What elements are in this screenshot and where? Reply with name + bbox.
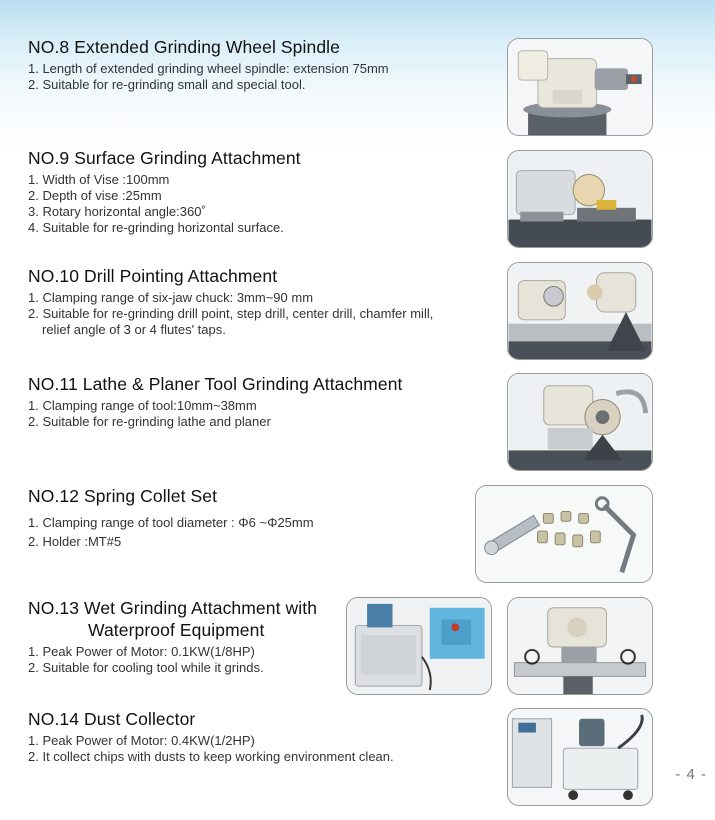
spec-list xyxy=(28,61,389,93)
section-title-line2: Waterproof Equipment xyxy=(88,620,265,640)
section-no11 xyxy=(28,373,403,430)
spec-item: 2. It collect chips with dusts to keep working environment clean. xyxy=(28,749,394,764)
section-no13 xyxy=(28,597,317,676)
extended-spindle-photo xyxy=(507,38,653,136)
spec-item-continued: relief angle of 3 or 4 flutes' taps. xyxy=(42,322,226,337)
spec-item: 1. Peak Power of Motor: 0.4KW(1/2HP) xyxy=(28,733,255,748)
dust-collector-photo xyxy=(507,708,653,806)
spec-item: 2. Holder :MT#5 xyxy=(28,534,122,549)
spec-item: 1. Width of Vise :100mm xyxy=(28,172,170,187)
page-number: - 4 - xyxy=(675,766,707,783)
spec-item: 2. Suitable for cooling tool while it grinds. xyxy=(28,660,264,675)
spring-collet-set-photo xyxy=(475,485,653,583)
spec-list xyxy=(28,172,301,236)
spec-item: 3. Rotary horizontal angle:360˚ xyxy=(28,204,206,219)
spec-item: 1. Length of extended grinding wheel spindle: extension 75mm xyxy=(28,61,389,76)
spec-list xyxy=(28,513,314,551)
wet-grinding-photo-1 xyxy=(346,597,492,695)
wet-grinding-photo-2 xyxy=(507,597,653,695)
lathe-planer-tool-photo xyxy=(507,373,653,471)
section-title: NO.9 Surface Grinding Attachment xyxy=(28,148,301,168)
spec-item: 2. Depth of vise :25mm xyxy=(28,188,162,203)
section-title: NO.11 Lathe & Planer Tool Grinding Attachment xyxy=(28,374,403,394)
section-title xyxy=(28,597,317,641)
section-no10 xyxy=(28,265,433,338)
spec-list xyxy=(28,644,317,676)
section-no8 xyxy=(28,36,389,93)
section-no14 xyxy=(28,708,394,765)
spec-item: 1. Clamping range of tool diameter : Φ6 ~Φ25mm xyxy=(28,515,314,530)
spec-list xyxy=(28,290,433,338)
section-no12 xyxy=(28,485,314,551)
section-title: NO.14 Dust Collector xyxy=(28,709,196,729)
spec-list xyxy=(28,398,403,430)
drill-pointing-photo xyxy=(507,262,653,360)
spec-item: 2. Suitable for re-grinding lathe and planer xyxy=(28,414,271,429)
spec-item: 1. Clamping range of six-jaw chuck: 3mm~90 mm xyxy=(28,290,314,305)
spec-item: 2. Suitable for re-grinding small and special tool. xyxy=(28,77,306,92)
surface-grinding-photo xyxy=(507,150,653,248)
section-title-line1: NO.13 Wet Grinding Attachment with xyxy=(28,598,318,618)
section-title: NO.10 Drill Pointing Attachment xyxy=(28,266,278,286)
spec-item: 1. Peak Power of Motor: 0.1KW(1/8HP) xyxy=(28,644,255,659)
spec-item: 4. Suitable for re-grinding horizontal surface. xyxy=(28,220,284,235)
spec-list xyxy=(28,733,394,765)
section-title: NO.12 Spring Collet Set xyxy=(28,486,218,506)
spec-item: 1. Clamping range of tool:10mm~38mm xyxy=(28,398,257,413)
section-no9 xyxy=(28,147,301,236)
spec-item: 2. Suitable for re-grinding drill point, step drill, center drill, chamfer mill, xyxy=(28,306,434,321)
section-title: NO.8 Extended Grinding Wheel Spindle xyxy=(28,37,340,57)
